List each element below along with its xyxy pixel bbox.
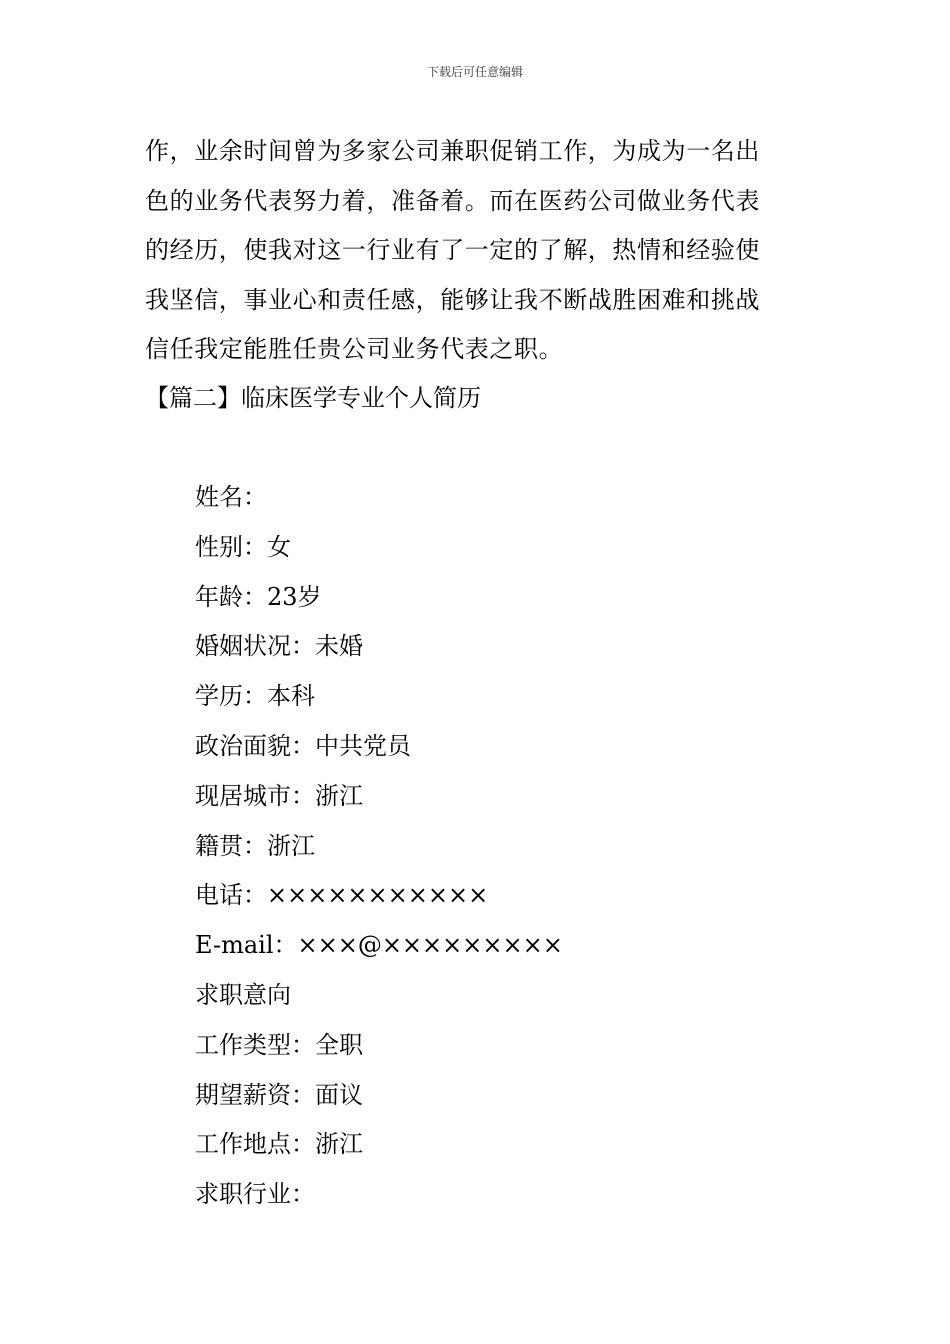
field-expected-salary: 期望薪资：面议 bbox=[195, 1080, 363, 1109]
field-gender: 性别：女 bbox=[195, 532, 291, 561]
field-work-location: 工作地点：浙江 bbox=[195, 1130, 363, 1159]
field-phone: 电话：××××××××××× bbox=[195, 881, 489, 910]
field-native-place: 籍贯：浙江 bbox=[195, 831, 315, 860]
paragraph-line: 色的业务代表努力着，准备着。而在医药公司做业务代表 bbox=[145, 186, 760, 215]
paragraph-line: 的经历，使我对这一行业有了一定的了解，热情和经验使 bbox=[145, 236, 760, 264]
field-age: 年龄：23岁 bbox=[195, 582, 322, 611]
field-industry: 求职行业： bbox=[195, 1180, 315, 1209]
field-job-intention: 求职意向 bbox=[195, 980, 291, 1009]
section-title: 【篇二】临床医学专业个人简历 bbox=[145, 384, 481, 412]
resume-fields bbox=[195, 473, 795, 1220]
header-note: 下载后可任意编辑 bbox=[426, 65, 523, 79]
field-job-type: 工作类型：全职 bbox=[195, 1030, 363, 1059]
field-current-city: 现居城市：浙江 bbox=[195, 781, 363, 810]
field-education: 学历：本科 bbox=[195, 682, 315, 711]
paragraph-line: 作，业余时间曾为多家公司兼职促销工作，为成为一名出 bbox=[145, 137, 760, 165]
field-marital-status: 婚姻状况：未婚 bbox=[195, 632, 363, 661]
paragraph-line: 我坚信，事业心和责任感，能够让我不断战胜困难和挑战 bbox=[145, 285, 760, 314]
field-name: 姓名： bbox=[195, 483, 267, 511]
field-email: E-mail：×××@××××××××× bbox=[195, 931, 563, 960]
intro-paragraph bbox=[145, 127, 809, 375]
field-political-status: 政治面貌：中共党员 bbox=[195, 731, 411, 760]
paragraph-line: 信任我定能胜任贵公司业务代表之职。 bbox=[145, 335, 564, 363]
